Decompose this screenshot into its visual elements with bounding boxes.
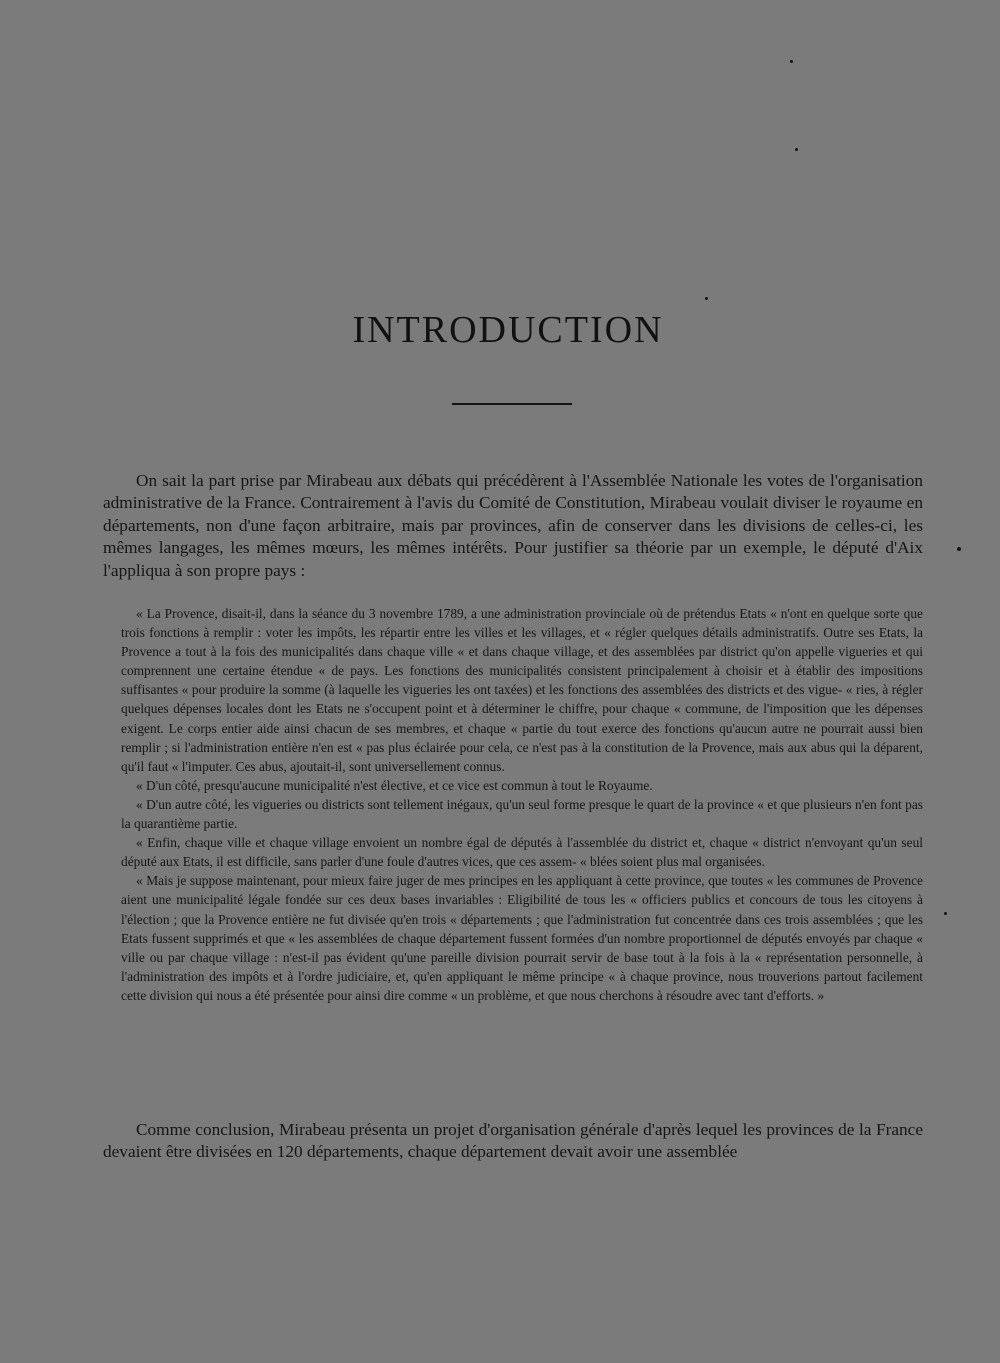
quote-paragraph-municipalites: « D'un côté, presqu'aucune municipalité n'est élective, et ce vice est commun à tout le Royaume. <box>136 777 653 793</box>
intro-paragraph: On sait la part prise par Mirabeau aux débats qui précédèrent à l'Assemblée Nationale les votes de l'organisation administrative de la France. Contrairement à l'avis du Comité de Constitution, Mirabeau voulait diviser le royaume en départements, non d'une façon arbitraire, mais par provinces, afin de conserver dans les divisions de celles-ci, les mêmes langages, les mêmes mœurs, les mêmes intérêts. Pour justifier sa théorie par un exemple, le député d'Aix l'appliqua à son propre pays : <box>103 471 923 580</box>
scan-speck <box>944 912 947 915</box>
scan-speck <box>957 547 961 551</box>
conclusion-paragraph: Comme conclusion, Mirabeau présenta un projet d'organisation générale d'après lequel les provinces de la France devaient être divisées en 120 départements, chaque département devait avoir une assemblée <box>103 1120 923 1162</box>
quote-paragraph-principes: « Mais je suppose maintenant, pour mieux faire juger de mes principes en les appliquant à cette province, que toutes « les communes de Provence aient une municipalité légale fondée sur ces deux bases invariables : Eligibilité de tous les « officiers publics et concours de tous les citoyens à l'élection ; que la Provence entière ne fut divisée qu'en trois « départements ; que l'administration fut concentrée dans ces trois assemblées ; que les Etats fussent supprimés et que « les assemblées de chaque département fussent formées d'un nombre proportionnel de députés envoyés par chaque « ville ou par chaque village : n'est-il pas évident qu'une pareille division pourrait servir de base tout à la fois à la « représentation personnelle, à l'administration des impôts et à l'ordre judiciaire, et, qu'en appliquant le même principe « à chaque province, nous trouverions partout facilement cette division qui nous a été présentée pour ainsi dire comme « un problème, et que nous cherchons à résoudre avec tant d'efforts. » <box>121 873 923 1003</box>
quote-paragraph-provence: « La Provence, disait-il, dans la séance du 3 novembre 1789, a une administration provinciale où de prétendus Etats « n'ont en quelque sorte que trois fonctions à remplir : voter les impôts, les répartir entre les villes et les villages, et « régler quelques détails administratifs. Outre ses Etats, la Provence a tout à la fois des municipalités dans chaque ville « et dans chaque village, et des assemblées par district qu'on appelle vigueries et qui comprennent une certaine étendue « de pays. Les fonctions des municipalités consistent principalement à choisir et à établir des impositions suffisantes « pour produire la somme (à laquelle les vigueries les ont taxées) et les fonctions des assemblées des districts et des vigue- « ries, à régler quelques dépenses locales dont les Etats ne s'occupent point et à déterminer le chiffre, pour chaque « commune, de l'imposition que les dépenses exigent. Le corps entier aide ainsi chacun de ses membres, et chaque « partie du tout exerce des fonctions qu'aucun autre ne pourrait aussi bien remplir ; si l'administration entière n'en est « pas plus éclairée pour cela, ce n'est pas à la constitution de la Provence, mais aux abus qui la déparent, qu'il faut « l'imputer. Ces abus, ajoutait-il, sont universellement connus. <box>121 606 923 774</box>
title-divider <box>452 403 572 405</box>
scan-speck <box>790 60 793 63</box>
quote-paragraph-vigueries: « D'un autre côté, les vigueries ou districts sont tellement inégaux, qu'un seul forme presque le quart de la province « et que plusieurs n'en font pas la quarantième partie. <box>121 796 923 832</box>
quote-paragraph-deputes: « Enfin, chaque ville et chaque village envoient un nombre égal de députés à l'assemblée du district et, chaque « district n'envoyant qu'un seul député aux Etats, il est difficile, sans parler d'une foule d'autres vices, que ces assem- « blées soient plus mal organisées. <box>121 835 923 870</box>
mirabeau-quotation <box>103 604 923 1005</box>
scan-speck <box>795 148 798 151</box>
page-title: INTRODUCTION <box>352 309 664 351</box>
scan-speck <box>705 297 708 300</box>
